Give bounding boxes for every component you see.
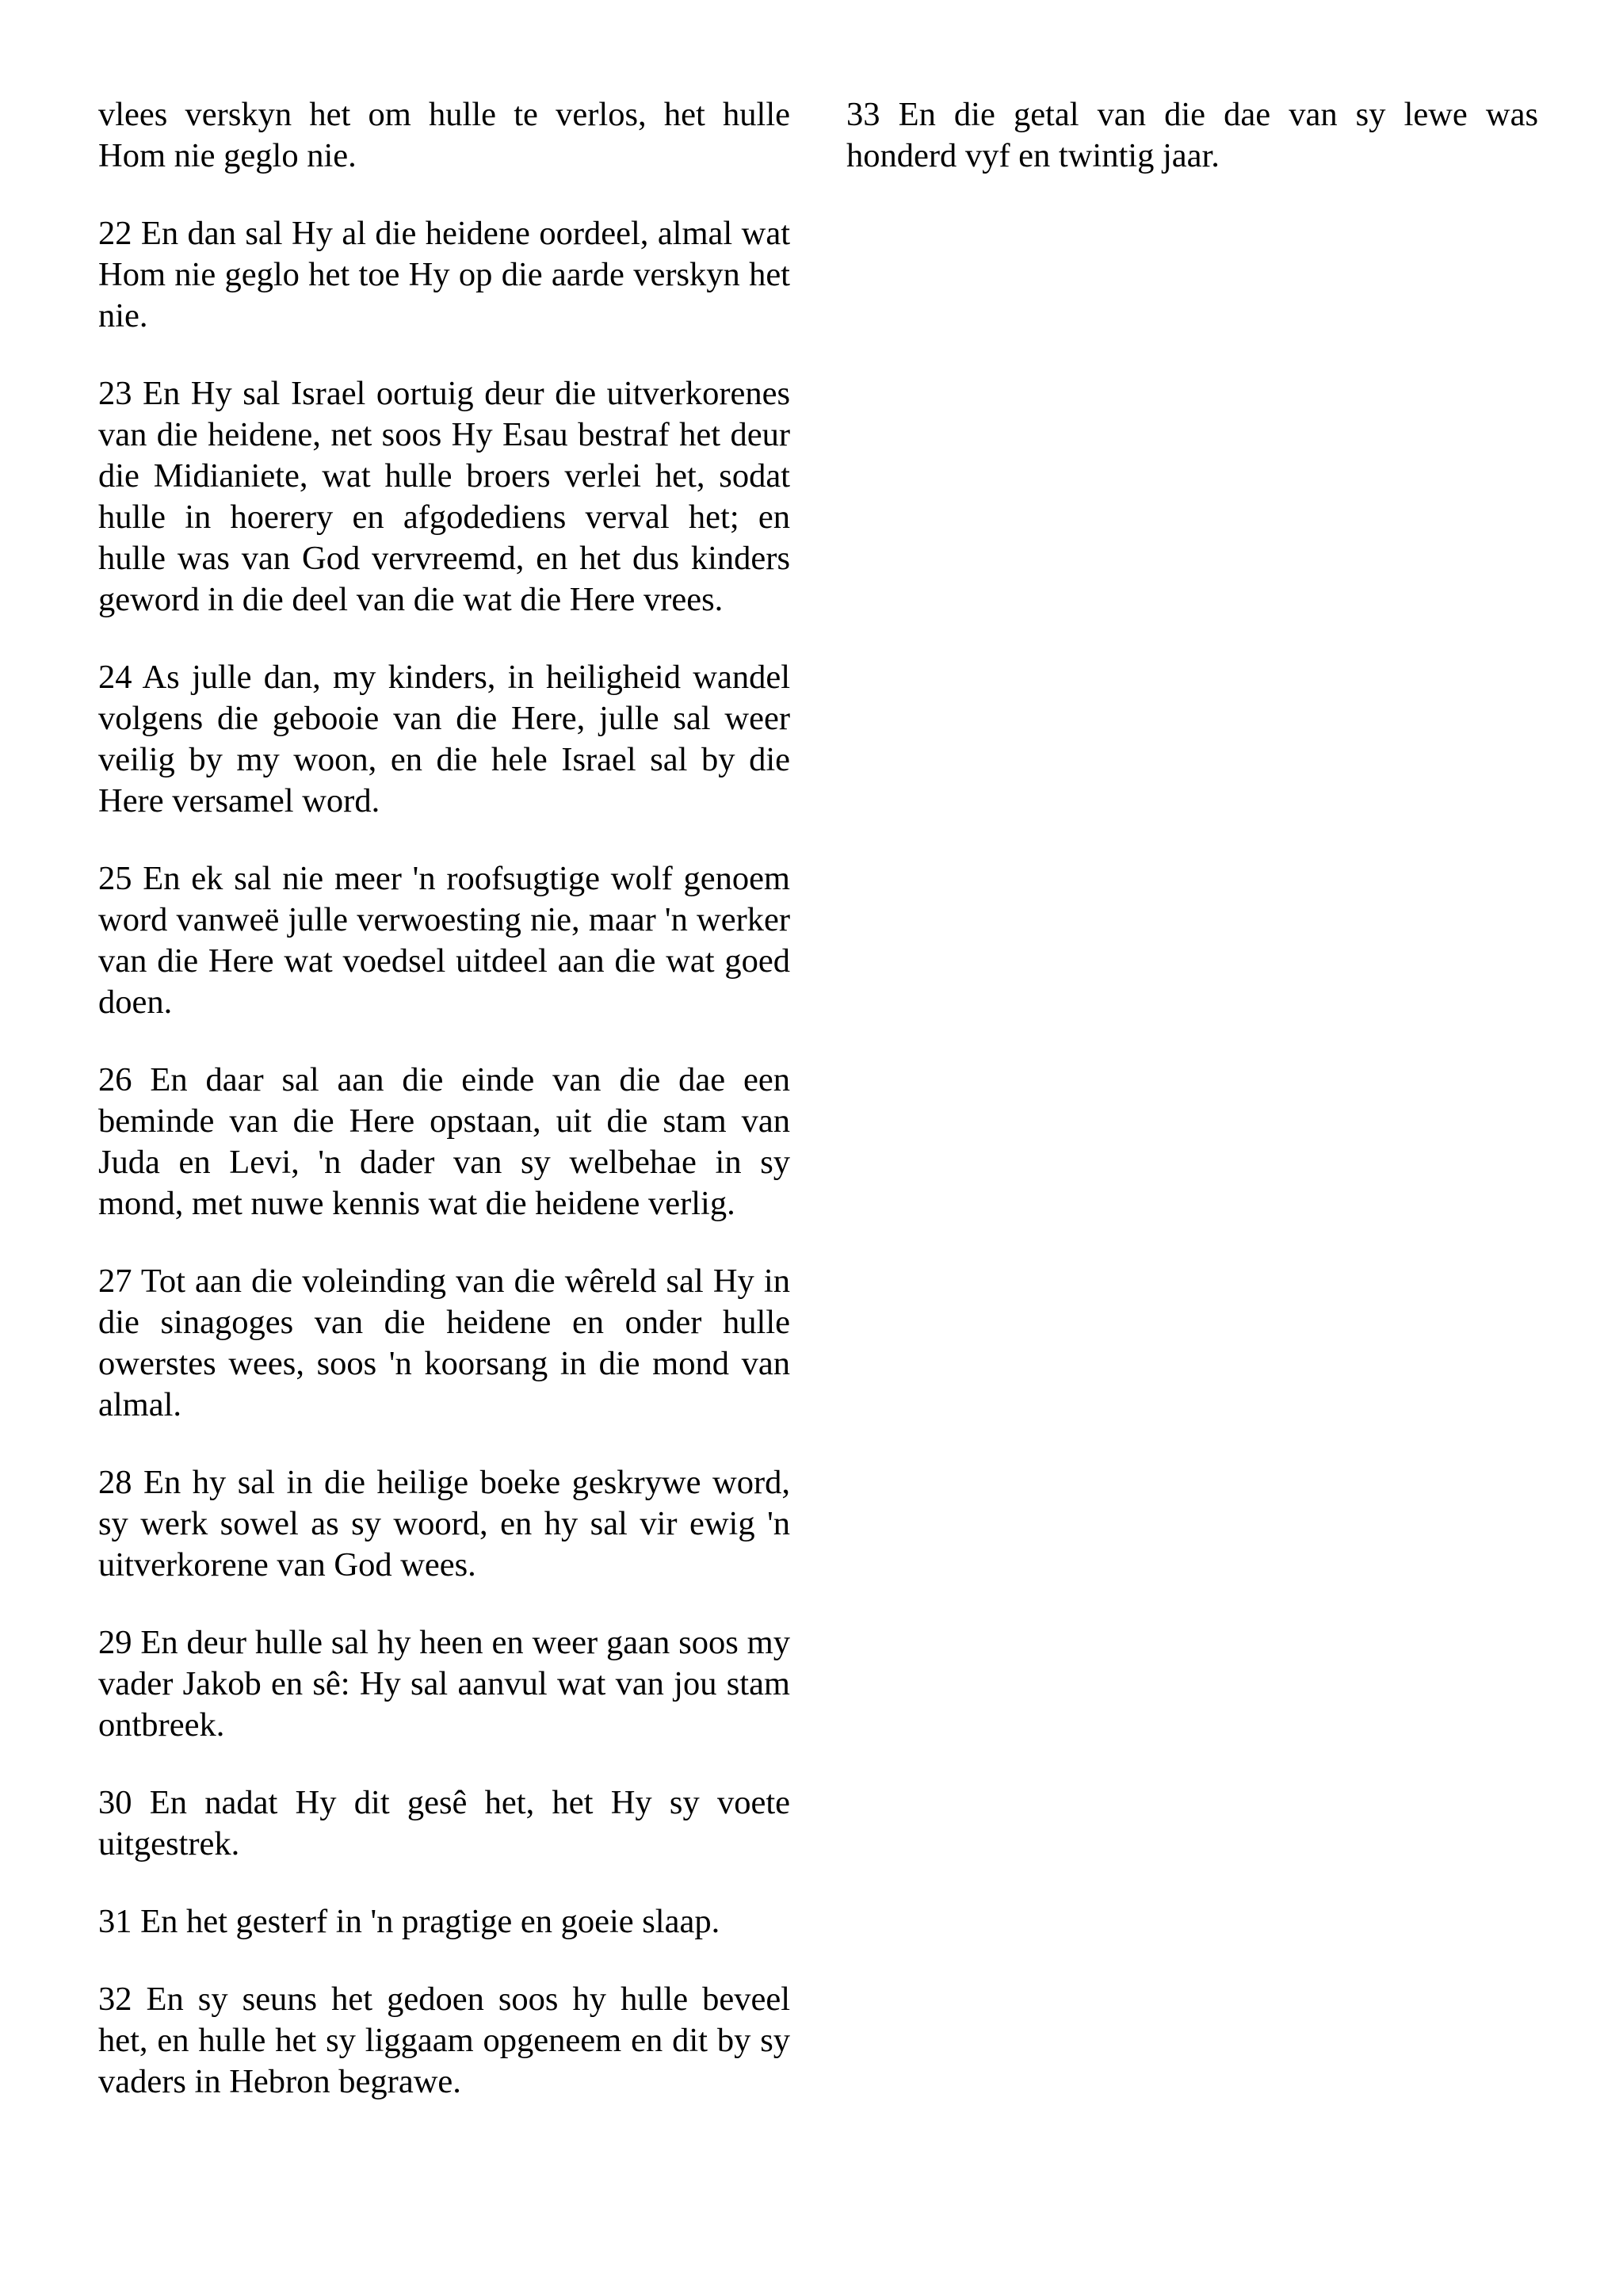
verse-32: 32 En sy seuns het gedoen soos hy hulle beveel het, en hulle het sy liggaam opgeneem en dit by sy vaders in Hebron begrawe. bbox=[98, 1981, 790, 2100]
verse-25: 25 En ek sal nie meer 'n roofsugtige wolf genoem word vanweë julle verwoesting nie, maar 'n werker van die Here wat voedsel uitdeel aan die wat goed doen. bbox=[98, 860, 790, 1021]
paragraph-continuation: vlees verskyn het om hulle te verlos, het hulle Hom nie geglo nie. bbox=[98, 96, 790, 174]
verse-23: 23 En Hy sal Israel oortuig deur die uitverkorenes van die heidene, net soos Hy Esau bestraf het deur die Midianiete, wat hulle broers verlei het, sodat hulle in hoerery en afgodediens verval het; en hulle was van God vervreemd, en het dus kinders geword in die deel van die wat die Here vrees. bbox=[98, 375, 790, 618]
verse-31: 31 En het gesterf in 'n pragtige en goeie slaap. bbox=[98, 1903, 720, 1940]
verse-30: 30 En nadat Hy dit gesê het, het Hy sy voete uitgestrek. bbox=[98, 1784, 790, 1862]
left-text-column bbox=[98, 94, 790, 2139]
verse-22: 22 En dan sal Hy al die heidene oordeel, almal wat Hom nie geglo het toe Hy op die aarde verskyn het nie. bbox=[98, 215, 790, 334]
verse-28: 28 En hy sal in die heilige boeke geskrywe word, sy werk sowel as sy woord, en hy sal vir ewig 'n uitverkorene van God wees. bbox=[98, 1464, 790, 1584]
verse-24: 24 As julle dan, my kinders, in heiligheid wandel volgens die gebooie van die Here, julle sal weer veilig by my woon, en die hele Israel sal by die Here versamel word. bbox=[98, 659, 790, 819]
verse-29: 29 En deur hulle sal hy heen en weer gaan soos my vader Jakob en sê: Hy sal aanvul wat van jou stam ontbreek. bbox=[98, 1624, 790, 1744]
verse-27: 27 Tot aan die voleinding van die wêreld sal Hy in die sinagoges van die heidene en onder hulle owerstes wees, soos 'n koorsang in die mond van almal. bbox=[98, 1263, 790, 1423]
verse-26: 26 En daar sal aan die einde van die dae een beminde van die Here opstaan, uit die stam van Juda en Levi, 'n dader van sy welbehae in sy mond, met nuwe kennis wat die heidene verlig. bbox=[98, 1061, 790, 1222]
right-text-column bbox=[846, 94, 1538, 213]
verse-33: 33 En die getal van die dae van sy lewe was honderd vyf en twintig jaar. bbox=[846, 96, 1538, 174]
